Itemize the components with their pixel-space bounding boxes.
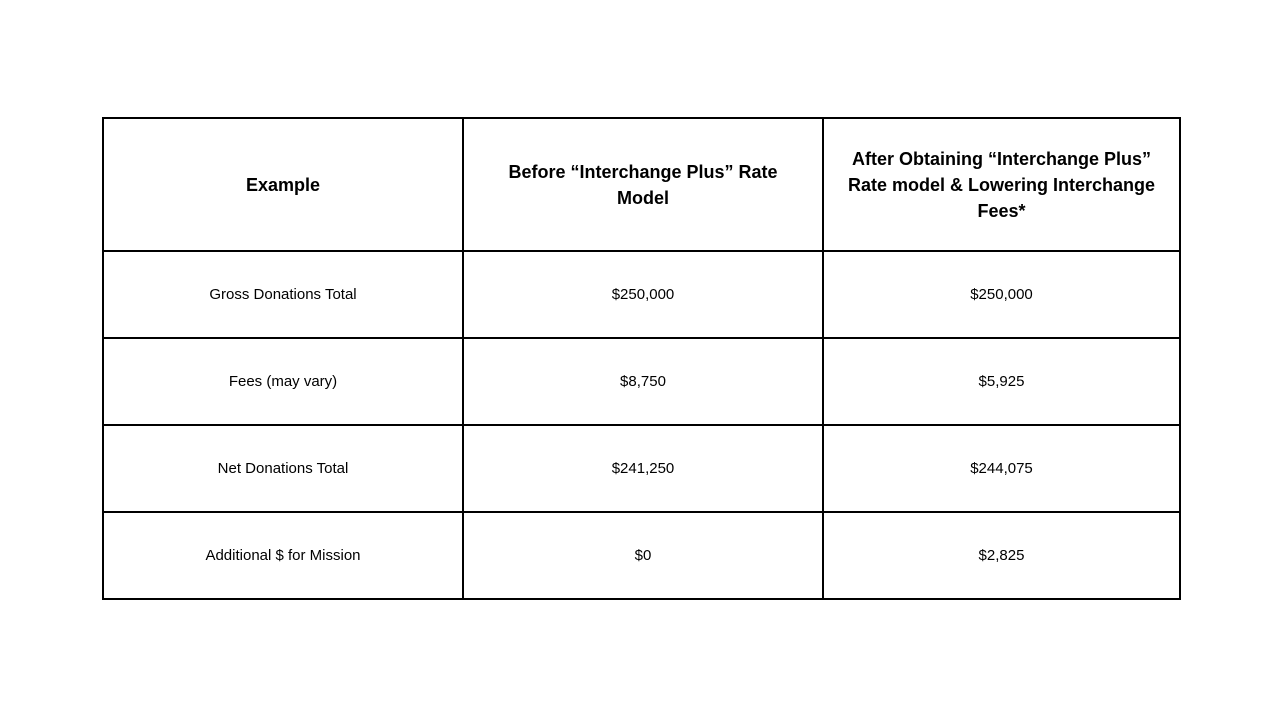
row-label: Gross Donations Total [103, 251, 463, 338]
after-value: $2,825 [823, 512, 1180, 599]
table-row [103, 251, 1180, 338]
before-value: $241,250 [463, 425, 823, 512]
table-row [103, 512, 1180, 599]
row-label: Net Donations Total [103, 425, 463, 512]
header-before: Before “Interchange Plus” Rate Model [463, 118, 823, 251]
before-value: $250,000 [463, 251, 823, 338]
before-value: $8,750 [463, 338, 823, 425]
table-row [103, 338, 1180, 425]
before-value: $0 [463, 512, 823, 599]
after-value: $5,925 [823, 338, 1180, 425]
row-label: Additional $ for Mission [103, 512, 463, 599]
comparison-table [102, 117, 1181, 600]
row-label: Fees (may vary) [103, 338, 463, 425]
after-value: $250,000 [823, 251, 1180, 338]
after-value: $244,075 [823, 425, 1180, 512]
table-header-row [103, 118, 1180, 251]
header-example: Example [103, 118, 463, 251]
table-row [103, 425, 1180, 512]
header-after: After Obtaining “Interchange Plus” Rate model & Lowering Interchange Fees* [823, 118, 1180, 251]
